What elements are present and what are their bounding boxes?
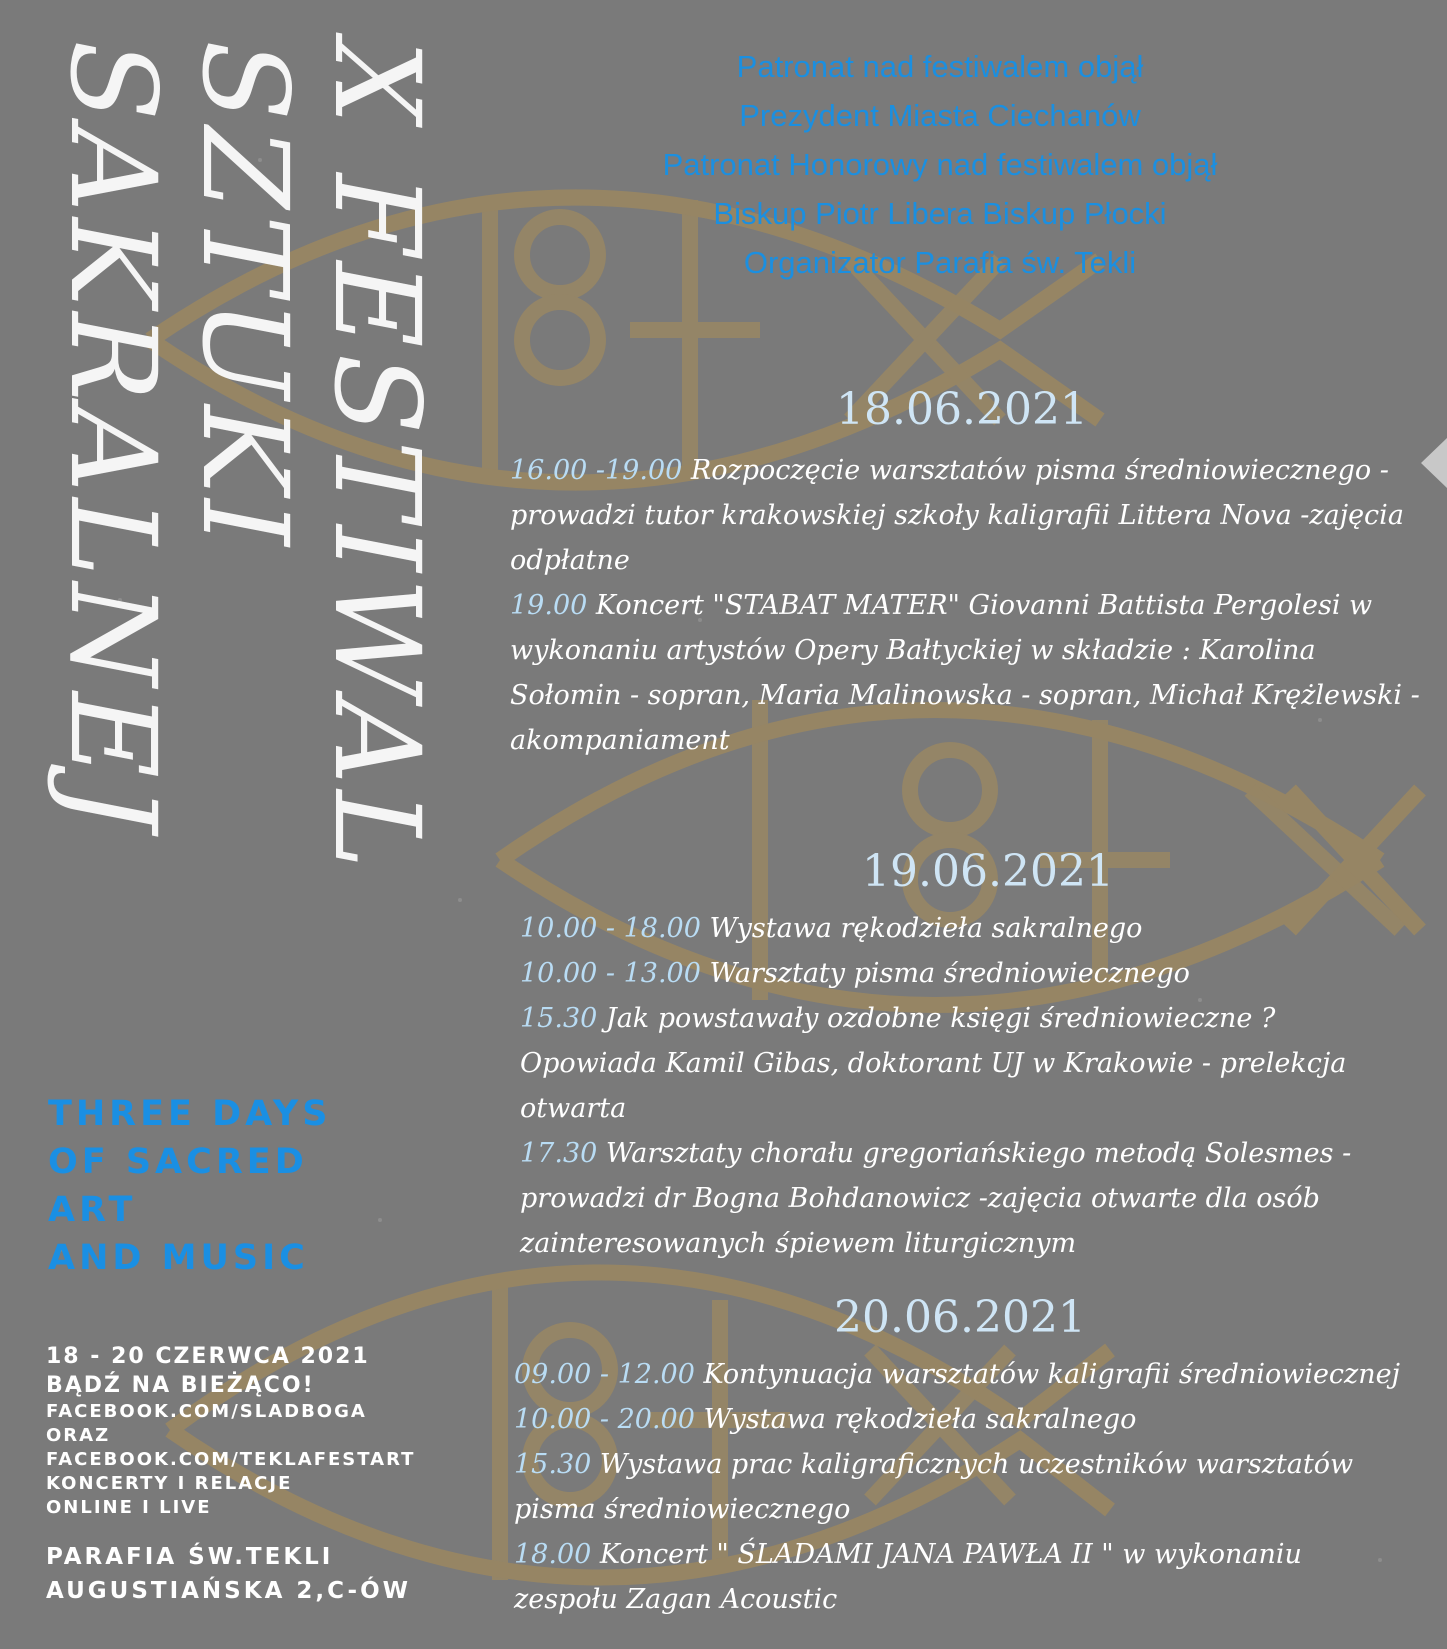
event-time: 16.00 -19.00: [510, 455, 683, 486]
next-arrow-icon[interactable]: [1421, 438, 1447, 488]
schedule-item: [520, 1131, 1400, 1266]
event-time: 09.00 - 12.00: [514, 1359, 695, 1390]
info-block: [46, 1342, 415, 1520]
event-time: 10.00 - 18.00: [520, 913, 701, 944]
event-time: 10.00 - 13.00: [520, 958, 701, 989]
event-time: 19.00: [510, 590, 588, 621]
event-text: Jak powstawały ozdobne księgi średniowieczne ? Opowiada Kamil Gibas, doktorant UJ w Krakowie - prelekcja otwarta: [520, 1003, 1347, 1124]
day2-schedule: [520, 906, 1400, 1266]
stay-tuned: BĄDŹ NA BIEŻĄCO!: [46, 1373, 315, 1398]
event-text: Wystawa rękodzieła sakralnego: [694, 1404, 1137, 1435]
tagline-line: OF SACRED: [48, 1142, 308, 1182]
online-text: ONLINE I LIVE: [46, 1497, 212, 1518]
patronage-block: [520, 42, 1360, 287]
event-text: Kontynuacja warsztatów kaligrafii średniowiecznej: [694, 1359, 1401, 1390]
day1-schedule: [510, 448, 1420, 763]
patronage-line: Patronat nad festiwalem objął: [736, 49, 1144, 84]
concerts-text: KONCERTY I RELACJE: [46, 1473, 293, 1494]
event-time: 10.00 - 20.00: [514, 1404, 695, 1435]
event-text: Warsztaty chorału gregoriańskiego metodą Solesmes - prowadzi dr Bogna Bohdanowicz -zajęcia otwarte dla osób zainteresowanych śpiewem liturgicznym: [520, 1138, 1352, 1259]
schedule-item: [510, 448, 1420, 583]
patronage-line: Biskup Piotr Libera Biskup Płocki: [713, 196, 1167, 231]
facebook-link-teklafestart: FACEBOOK.COM/TEKLAFESTART: [46, 1449, 416, 1470]
day2-date: 19.06.2021: [862, 846, 1114, 897]
festival-dates: 18 - 20 CZERWCA 2021: [46, 1344, 370, 1369]
tagline: [48, 1090, 331, 1282]
event-text: Koncert "STABAT MATER" Giovanni Battista Pergolesi w wykonaniu artystów Opery Bałtyckiej w składzie : Karolina Sołomin - sopran, Maria Malinowska - sopran, Michał Krężlewski - akompaniament: [510, 590, 1420, 756]
event-time: 17.30: [520, 1138, 598, 1169]
address-block: [46, 1540, 411, 1608]
street-address: AUGUSTIAŃSKA 2,C-ÓW: [46, 1578, 411, 1604]
day3-date: 20.06.2021: [834, 1292, 1086, 1343]
festival-title-line3: SAKRALNEJ: [44, 40, 182, 838]
schedule-item: [510, 583, 1420, 763]
schedule-item: [520, 951, 1400, 996]
event-text: Warsztaty pisma średniowiecznego: [700, 958, 1190, 989]
event-text: Koncert " ŚLADAMI JANA PAWŁA II " w wykonaniu zespołu Zagan Acoustic: [514, 1539, 1302, 1615]
event-text: Wystawa prac kaligraficznych uczestników warsztatów pisma średniowiecznego: [514, 1449, 1354, 1525]
schedule-item: [520, 906, 1400, 951]
schedule-item: [514, 1397, 1404, 1442]
event-time: 15.30: [514, 1449, 592, 1480]
patronage-line: Patronat Honorowy nad festiwalem objął: [662, 147, 1218, 182]
tagline-line: THREE DAYS: [48, 1094, 332, 1134]
patronage-line: Organizator Parafia św. Tekli: [743, 245, 1137, 280]
event-time: 18.00: [514, 1539, 592, 1570]
event-text: Wystawa rękodzieła sakralnego: [700, 913, 1143, 944]
schedule-item: [514, 1442, 1404, 1532]
schedule-item: [514, 1352, 1404, 1397]
tagline-line: AND MUSIC: [48, 1238, 309, 1278]
event-text: Rozpoczęcie warsztatów pisma średniowiecznego - prowadzi tutor krakowskiej szkoły kaligrafii Littera Nova -zajęcia odpłatne: [510, 455, 1404, 576]
parish-name: PARAFIA ŚW.TEKLI: [46, 1544, 334, 1570]
day3-schedule: [514, 1352, 1404, 1622]
festival-title-line1: X FESTIWAL: [308, 40, 446, 875]
event-time: 15.30: [520, 1003, 598, 1034]
oraz-text: ORAZ: [46, 1425, 111, 1446]
day1-date: 18.06.2021: [836, 384, 1088, 435]
tagline-line: ART: [48, 1190, 137, 1230]
schedule-item: [514, 1532, 1404, 1622]
schedule-item: [520, 996, 1400, 1131]
festival-title-line2: SZTUKI: [176, 40, 314, 552]
facebook-link-sladboga: FACEBOOK.COM/SLADBOGA: [46, 1401, 367, 1422]
patronage-line: Prezydent Miasta Ciechanów: [739, 98, 1141, 133]
